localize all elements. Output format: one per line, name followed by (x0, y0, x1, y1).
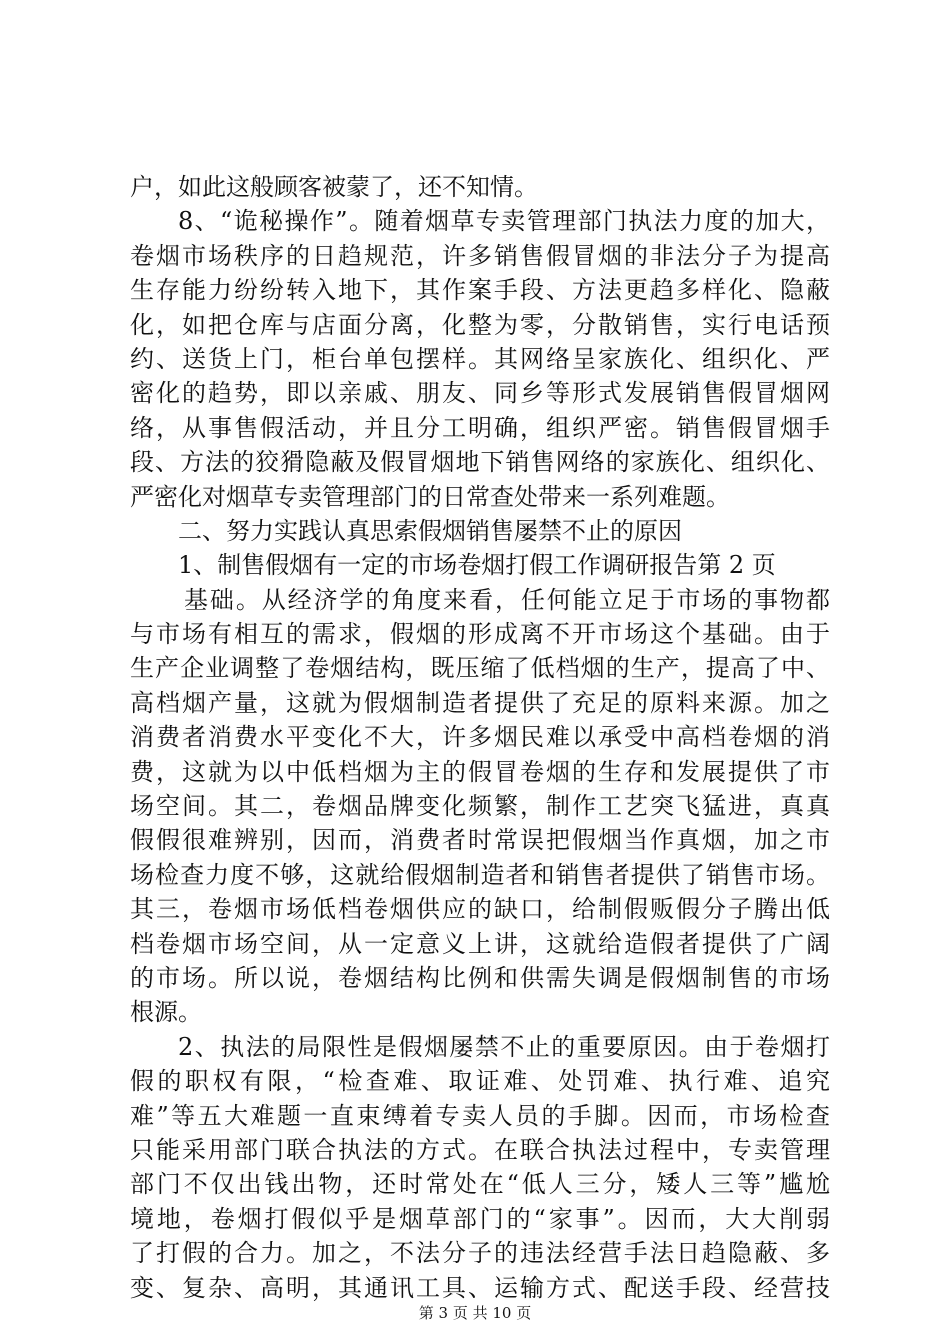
text-line: 户，如此这般顾客被蒙了，还不知情。 (130, 173, 538, 201)
text-line: 消费者消费水平变化不大，许多烟民难以承受中高档卷烟的消 (130, 723, 830, 752)
page-number-label: 第 3 页 共 10 页 (418, 1304, 532, 1322)
text-line: 假的职权有限，“检查难、取证难、处罚难、执行难、追究 (130, 1067, 830, 1096)
text-line: 假假很难辨别，因而，消费者时常误把假烟当作真烟，加之市 (130, 826, 830, 855)
text-line: 场检查力度不够，这就给假烟制造者和销售者提供了销售市场。 (130, 860, 830, 889)
text-line: 卷烟市场秩序的日趋规范，许多销售假冒烟的非法分子为提高 (130, 241, 830, 270)
text-line: 8、“诡秘操作”。随着烟草专卖管理部门执法力度的加大， (178, 207, 830, 236)
text-line: 密化的趋势，即以亲戚、朋友、同乡等形式发展销售假冒烟网 (130, 379, 830, 408)
text-line: 段、方法的狡猾隐蔽及假冒烟地下销售网络的家族化、组织化、 (130, 448, 830, 477)
text-line: 其三，卷烟市场低档卷烟供应的缺口，给制假贩假分子腾出低 (130, 895, 830, 924)
text-line: 难”等五大难题一直束缚着专卖人员的手脚。因而，市场检查 (130, 1101, 830, 1130)
text-line: 生存能力纷纷转入地下，其作案手段、方法更趋多样化、隐蔽 (130, 276, 830, 305)
text-line: 费，这就为以中低档烟为主的假冒卷烟的生存和发展提供了市 (130, 757, 830, 786)
text-line: 基础。从经济学的角度来看，任何能立足于市场的事物都 (184, 585, 830, 614)
section-heading: 二、努力实践认真思索假烟销售屡禁不止的原因 (178, 516, 682, 545)
text-line: 部门不仅出钱出物，还时常处在“低人三分，矮人三等”尴尬 (130, 1170, 830, 1199)
text-line: 与市场有相互的需求，假烟的形成离不开市场这个基础。由于 (130, 620, 830, 649)
text-line: 的市场。所以说，卷烟结构比例和供需失调是假烟制售的市场 (130, 963, 830, 992)
body-text (130, 170, 830, 1305)
text-line: 档卷烟市场空间，从一定意义上讲，这就给造假者提供了广阔 (130, 929, 830, 958)
text-line: 生产企业调整了卷烟结构，既压缩了低档烟的生产，提高了中、 (130, 654, 830, 683)
text-line: 只能采用部门联合执法的方式。在联合执法过程中，专卖管理 (130, 1135, 830, 1164)
text-line: 境地，卷烟打假似乎是烟草部门的“家事”。因而，大大削弱 (130, 1204, 830, 1233)
text-line: 场空间。其二，卷烟品牌变化频繁，制作工艺突飞猛进，真真 (130, 792, 830, 821)
page-footer (0, 1302, 950, 1323)
text-line: 高档烟产量，这就为假烟制造者提供了充足的原料来源。加之 (130, 688, 830, 717)
text-line: 络，从事售假活动，并且分工明确，组织严密。销售假冒烟手 (130, 413, 830, 442)
text-line: 了打假的合力。加之，不法分子的违法经营手法日趋隐蔽、多 (130, 1239, 830, 1268)
text-line: 严密化对烟草专卖管理部门的日常查处带来一系列难题。 (130, 482, 730, 511)
text-line: 约、送货上门，柜台单包摆样。其网络呈家族化、组织化、严 (130, 344, 830, 373)
text-line: 根源。 (130, 998, 202, 1027)
text-line: 1、制售假烟有一定的市场卷烟打假工作调研报告第 2 页 (178, 551, 776, 580)
text-line: 化，如把仓库与店面分离，化整为零，分散销售，实行电话预 (130, 310, 830, 339)
text-line: 2、执法的局限性是假烟屡禁不止的重要原因。由于卷烟打 (178, 1032, 830, 1061)
text-line: 变、复杂、高明，其通讯工具、运输方式、配送手段、经营技 (130, 1273, 830, 1302)
